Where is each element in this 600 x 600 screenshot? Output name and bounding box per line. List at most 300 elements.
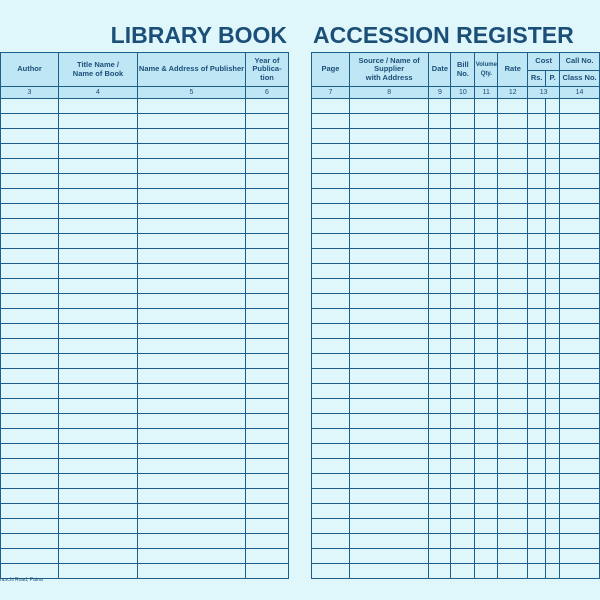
table-cell[interactable] — [560, 339, 600, 354]
table-cell[interactable] — [312, 339, 350, 354]
table-cell[interactable] — [475, 414, 498, 429]
table-cell[interactable] — [546, 189, 560, 204]
table-cell[interactable] — [59, 159, 138, 174]
table-cell[interactable] — [498, 234, 528, 249]
table-cell[interactable] — [138, 189, 246, 204]
table-cell[interactable] — [349, 384, 429, 399]
table-cell[interactable] — [498, 384, 528, 399]
table-cell[interactable] — [475, 534, 498, 549]
table-cell[interactable] — [546, 564, 560, 579]
table-cell[interactable] — [312, 144, 350, 159]
table-cell[interactable] — [498, 159, 528, 174]
table-cell[interactable] — [498, 144, 528, 159]
table-cell[interactable] — [1, 474, 59, 489]
table-cell[interactable] — [498, 564, 528, 579]
table-cell[interactable] — [1, 399, 59, 414]
table-cell[interactable] — [312, 519, 350, 534]
table-cell[interactable] — [528, 444, 546, 459]
table-cell[interactable] — [1, 144, 59, 159]
table-cell[interactable] — [560, 354, 600, 369]
table-cell[interactable] — [498, 174, 528, 189]
table-cell[interactable] — [429, 339, 451, 354]
table-cell[interactable] — [475, 309, 498, 324]
table-cell[interactable] — [312, 219, 350, 234]
table-cell[interactable] — [475, 189, 498, 204]
table-cell[interactable] — [59, 474, 138, 489]
table-cell[interactable] — [59, 174, 138, 189]
table-cell[interactable] — [312, 399, 350, 414]
table-cell[interactable] — [429, 279, 451, 294]
table-cell[interactable] — [528, 459, 546, 474]
table-cell[interactable] — [349, 114, 429, 129]
table-cell[interactable] — [349, 324, 429, 339]
table-cell[interactable] — [429, 174, 451, 189]
table-cell[interactable] — [138, 174, 246, 189]
table-cell[interactable] — [312, 384, 350, 399]
table-cell[interactable] — [475, 219, 498, 234]
table-cell[interactable] — [349, 189, 429, 204]
table-cell[interactable] — [528, 249, 546, 264]
table-cell[interactable] — [246, 294, 289, 309]
table-cell[interactable] — [560, 534, 600, 549]
table-cell[interactable] — [349, 519, 429, 534]
table-cell[interactable] — [451, 279, 475, 294]
table-cell[interactable] — [560, 429, 600, 444]
table-cell[interactable] — [312, 429, 350, 444]
table-cell[interactable] — [429, 264, 451, 279]
table-cell[interactable] — [560, 309, 600, 324]
table-cell[interactable] — [429, 564, 451, 579]
table-cell[interactable] — [475, 399, 498, 414]
table-cell[interactable] — [349, 429, 429, 444]
table-cell[interactable] — [451, 489, 475, 504]
table-cell[interactable] — [475, 144, 498, 159]
table-cell[interactable] — [528, 414, 546, 429]
table-cell[interactable] — [59, 114, 138, 129]
table-cell[interactable] — [59, 324, 138, 339]
table-cell[interactable] — [138, 249, 246, 264]
table-cell[interactable] — [59, 399, 138, 414]
table-cell[interactable] — [312, 474, 350, 489]
table-cell[interactable] — [1, 444, 59, 459]
table-cell[interactable] — [246, 549, 289, 564]
table-cell[interactable] — [349, 144, 429, 159]
table-cell[interactable] — [560, 519, 600, 534]
table-cell[interactable] — [246, 384, 289, 399]
table-cell[interactable] — [528, 294, 546, 309]
table-cell[interactable] — [498, 414, 528, 429]
table-cell[interactable] — [1, 429, 59, 444]
table-cell[interactable] — [429, 324, 451, 339]
table-cell[interactable] — [349, 234, 429, 249]
table-cell[interactable] — [546, 549, 560, 564]
table-cell[interactable] — [349, 219, 429, 234]
table-cell[interactable] — [59, 549, 138, 564]
table-cell[interactable] — [498, 114, 528, 129]
table-cell[interactable] — [451, 99, 475, 114]
table-cell[interactable] — [138, 384, 246, 399]
table-cell[interactable] — [312, 369, 350, 384]
table-cell[interactable] — [349, 504, 429, 519]
table-cell[interactable] — [546, 339, 560, 354]
table-cell[interactable] — [246, 204, 289, 219]
table-cell[interactable] — [528, 264, 546, 279]
table-cell[interactable] — [451, 189, 475, 204]
table-cell[interactable] — [138, 564, 246, 579]
table-cell[interactable] — [546, 324, 560, 339]
table-cell[interactable] — [138, 519, 246, 534]
table-cell[interactable] — [138, 279, 246, 294]
table-cell[interactable] — [59, 429, 138, 444]
table-cell[interactable] — [451, 519, 475, 534]
table-cell[interactable] — [59, 294, 138, 309]
table-cell[interactable] — [451, 309, 475, 324]
table-cell[interactable] — [312, 114, 350, 129]
table-cell[interactable] — [1, 309, 59, 324]
table-cell[interactable] — [246, 174, 289, 189]
table-cell[interactable] — [312, 279, 350, 294]
table-cell[interactable] — [560, 549, 600, 564]
table-cell[interactable] — [138, 414, 246, 429]
table-cell[interactable] — [429, 144, 451, 159]
table-cell[interactable] — [528, 114, 546, 129]
table-cell[interactable] — [138, 264, 246, 279]
table-cell[interactable] — [429, 354, 451, 369]
table-cell[interactable] — [528, 429, 546, 444]
table-cell[interactable] — [498, 279, 528, 294]
table-cell[interactable] — [429, 384, 451, 399]
table-cell[interactable] — [546, 399, 560, 414]
table-cell[interactable] — [451, 249, 475, 264]
table-cell[interactable] — [246, 234, 289, 249]
table-cell[interactable] — [546, 369, 560, 384]
table-cell[interactable] — [312, 414, 350, 429]
table-cell[interactable] — [349, 414, 429, 429]
table-cell[interactable] — [498, 309, 528, 324]
table-cell[interactable] — [451, 429, 475, 444]
table-cell[interactable] — [429, 414, 451, 429]
table-cell[interactable] — [560, 444, 600, 459]
table-cell[interactable] — [246, 459, 289, 474]
table-cell[interactable] — [451, 129, 475, 144]
table-cell[interactable] — [59, 189, 138, 204]
table-cell[interactable] — [560, 279, 600, 294]
table-cell[interactable] — [246, 219, 289, 234]
table-cell[interactable] — [429, 234, 451, 249]
table-cell[interactable] — [429, 444, 451, 459]
table-cell[interactable] — [59, 249, 138, 264]
table-cell[interactable] — [349, 159, 429, 174]
table-cell[interactable] — [1, 219, 59, 234]
table-cell[interactable] — [312, 324, 350, 339]
table-cell[interactable] — [498, 459, 528, 474]
table-cell[interactable] — [475, 429, 498, 444]
table-cell[interactable] — [451, 444, 475, 459]
table-cell[interactable] — [498, 534, 528, 549]
table-cell[interactable] — [475, 129, 498, 144]
table-cell[interactable] — [475, 504, 498, 519]
table-cell[interactable] — [546, 234, 560, 249]
table-cell[interactable] — [429, 129, 451, 144]
table-cell[interactable] — [1, 504, 59, 519]
table-cell[interactable] — [498, 504, 528, 519]
table-cell[interactable] — [1, 489, 59, 504]
table-cell[interactable] — [1, 174, 59, 189]
table-cell[interactable] — [528, 564, 546, 579]
table-cell[interactable] — [138, 294, 246, 309]
table-cell[interactable] — [1, 114, 59, 129]
table-cell[interactable] — [1, 159, 59, 174]
table-cell[interactable] — [546, 309, 560, 324]
table-cell[interactable] — [59, 489, 138, 504]
table-cell[interactable] — [528, 99, 546, 114]
table-cell[interactable] — [475, 294, 498, 309]
table-cell[interactable] — [59, 384, 138, 399]
table-cell[interactable] — [59, 99, 138, 114]
table-cell[interactable] — [451, 324, 475, 339]
table-cell[interactable] — [475, 159, 498, 174]
table-cell[interactable] — [475, 459, 498, 474]
table-cell[interactable] — [429, 369, 451, 384]
table-cell[interactable] — [59, 219, 138, 234]
table-cell[interactable] — [1, 549, 59, 564]
table-cell[interactable] — [1, 204, 59, 219]
table-cell[interactable] — [498, 489, 528, 504]
table-cell[interactable] — [59, 264, 138, 279]
table-cell[interactable] — [1, 459, 59, 474]
table-cell[interactable] — [498, 339, 528, 354]
table-cell[interactable] — [59, 204, 138, 219]
table-cell[interactable] — [560, 234, 600, 249]
table-cell[interactable] — [312, 99, 350, 114]
table-cell[interactable] — [1, 534, 59, 549]
table-cell[interactable] — [560, 159, 600, 174]
table-cell[interactable] — [560, 114, 600, 129]
table-cell[interactable] — [246, 369, 289, 384]
table-cell[interactable] — [475, 249, 498, 264]
table-cell[interactable] — [138, 459, 246, 474]
table-cell[interactable] — [451, 534, 475, 549]
table-cell[interactable] — [528, 504, 546, 519]
table-cell[interactable] — [560, 489, 600, 504]
table-cell[interactable] — [1, 369, 59, 384]
table-cell[interactable] — [498, 399, 528, 414]
table-cell[interactable] — [138, 309, 246, 324]
table-cell[interactable] — [528, 129, 546, 144]
table-cell[interactable] — [138, 219, 246, 234]
table-cell[interactable] — [528, 234, 546, 249]
table-cell[interactable] — [498, 189, 528, 204]
table-cell[interactable] — [246, 489, 289, 504]
table-cell[interactable] — [138, 204, 246, 219]
table-cell[interactable] — [349, 444, 429, 459]
table-cell[interactable] — [59, 144, 138, 159]
table-cell[interactable] — [429, 474, 451, 489]
table-cell[interactable] — [1, 384, 59, 399]
table-cell[interactable] — [429, 309, 451, 324]
table-cell[interactable] — [429, 99, 451, 114]
table-cell[interactable] — [1, 324, 59, 339]
table-cell[interactable] — [560, 144, 600, 159]
table-cell[interactable] — [560, 564, 600, 579]
table-cell[interactable] — [349, 129, 429, 144]
table-cell[interactable] — [528, 399, 546, 414]
table-cell[interactable] — [59, 504, 138, 519]
table-cell[interactable] — [528, 219, 546, 234]
table-cell[interactable] — [429, 489, 451, 504]
table-cell[interactable] — [528, 144, 546, 159]
table-cell[interactable] — [498, 264, 528, 279]
table-cell[interactable] — [312, 309, 350, 324]
table-cell[interactable] — [246, 429, 289, 444]
table-cell[interactable] — [560, 264, 600, 279]
table-cell[interactable] — [546, 99, 560, 114]
table-cell[interactable] — [451, 369, 475, 384]
table-cell[interactable] — [1, 99, 59, 114]
table-cell[interactable] — [475, 474, 498, 489]
table-cell[interactable] — [59, 444, 138, 459]
table-cell[interactable] — [475, 354, 498, 369]
table-cell[interactable] — [546, 159, 560, 174]
table-cell[interactable] — [528, 204, 546, 219]
table-cell[interactable] — [560, 294, 600, 309]
table-cell[interactable] — [546, 489, 560, 504]
table-cell[interactable] — [246, 414, 289, 429]
table-cell[interactable] — [138, 489, 246, 504]
table-cell[interactable] — [246, 279, 289, 294]
table-cell[interactable] — [451, 204, 475, 219]
table-cell[interactable] — [451, 474, 475, 489]
table-cell[interactable] — [528, 474, 546, 489]
table-cell[interactable] — [546, 414, 560, 429]
table-cell[interactable] — [349, 294, 429, 309]
table-cell[interactable] — [312, 354, 350, 369]
table-cell[interactable] — [560, 504, 600, 519]
table-cell[interactable] — [59, 309, 138, 324]
table-cell[interactable] — [498, 294, 528, 309]
table-cell[interactable] — [546, 129, 560, 144]
table-cell[interactable] — [429, 219, 451, 234]
table-cell[interactable] — [546, 459, 560, 474]
table-cell[interactable] — [246, 519, 289, 534]
table-cell[interactable] — [475, 444, 498, 459]
table-cell[interactable] — [546, 144, 560, 159]
table-cell[interactable] — [528, 324, 546, 339]
table-cell[interactable] — [59, 234, 138, 249]
table-cell[interactable] — [1, 234, 59, 249]
table-cell[interactable] — [349, 249, 429, 264]
table-cell[interactable] — [475, 114, 498, 129]
table-cell[interactable] — [246, 354, 289, 369]
table-cell[interactable] — [451, 174, 475, 189]
table-cell[interactable] — [528, 279, 546, 294]
table-cell[interactable] — [312, 504, 350, 519]
table-cell[interactable] — [246, 129, 289, 144]
table-cell[interactable] — [349, 534, 429, 549]
table-cell[interactable] — [1, 129, 59, 144]
table-cell[interactable] — [1, 294, 59, 309]
table-cell[interactable] — [349, 549, 429, 564]
table-cell[interactable] — [429, 519, 451, 534]
table-cell[interactable] — [349, 354, 429, 369]
table-cell[interactable] — [528, 519, 546, 534]
table-cell[interactable] — [560, 249, 600, 264]
table-cell[interactable] — [560, 174, 600, 189]
table-cell[interactable] — [246, 534, 289, 549]
table-cell[interactable] — [349, 369, 429, 384]
table-cell[interactable] — [138, 339, 246, 354]
table-cell[interactable] — [451, 219, 475, 234]
table-cell[interactable] — [138, 144, 246, 159]
table-cell[interactable] — [246, 114, 289, 129]
table-cell[interactable] — [138, 369, 246, 384]
table-cell[interactable] — [475, 519, 498, 534]
table-cell[interactable] — [59, 339, 138, 354]
table-cell[interactable] — [560, 129, 600, 144]
table-cell[interactable] — [475, 324, 498, 339]
table-cell[interactable] — [451, 234, 475, 249]
table-cell[interactable] — [138, 324, 246, 339]
table-cell[interactable] — [475, 264, 498, 279]
table-cell[interactable] — [451, 399, 475, 414]
table-cell[interactable] — [498, 219, 528, 234]
table-cell[interactable] — [528, 489, 546, 504]
table-cell[interactable] — [546, 384, 560, 399]
table-cell[interactable] — [475, 204, 498, 219]
table-cell[interactable] — [1, 249, 59, 264]
table-cell[interactable] — [498, 549, 528, 564]
table-cell[interactable] — [349, 564, 429, 579]
table-cell[interactable] — [429, 159, 451, 174]
table-cell[interactable] — [528, 189, 546, 204]
table-cell[interactable] — [59, 459, 138, 474]
table-cell[interactable] — [138, 399, 246, 414]
table-cell[interactable] — [246, 474, 289, 489]
table-cell[interactable] — [475, 339, 498, 354]
table-cell[interactable] — [59, 354, 138, 369]
table-cell[interactable] — [546, 264, 560, 279]
table-cell[interactable] — [312, 459, 350, 474]
table-cell[interactable] — [312, 189, 350, 204]
table-cell[interactable] — [451, 414, 475, 429]
table-cell[interactable] — [528, 309, 546, 324]
table-cell[interactable] — [498, 354, 528, 369]
table-cell[interactable] — [451, 159, 475, 174]
table-cell[interactable] — [349, 489, 429, 504]
table-cell[interactable] — [528, 549, 546, 564]
table-cell[interactable] — [546, 444, 560, 459]
table-cell[interactable] — [138, 129, 246, 144]
table-cell[interactable] — [498, 324, 528, 339]
table-cell[interactable] — [349, 399, 429, 414]
table-cell[interactable] — [312, 159, 350, 174]
table-cell[interactable] — [312, 249, 350, 264]
table-cell[interactable] — [312, 294, 350, 309]
table-cell[interactable] — [1, 414, 59, 429]
table-cell[interactable] — [1, 279, 59, 294]
table-cell[interactable] — [349, 204, 429, 219]
table-cell[interactable] — [429, 534, 451, 549]
table-cell[interactable] — [349, 339, 429, 354]
table-cell[interactable] — [312, 174, 350, 189]
table-cell[interactable] — [312, 489, 350, 504]
table-cell[interactable] — [59, 414, 138, 429]
table-cell[interactable] — [59, 519, 138, 534]
table-cell[interactable] — [475, 279, 498, 294]
table-cell[interactable] — [246, 564, 289, 579]
table-cell[interactable] — [312, 444, 350, 459]
table-cell[interactable] — [560, 414, 600, 429]
